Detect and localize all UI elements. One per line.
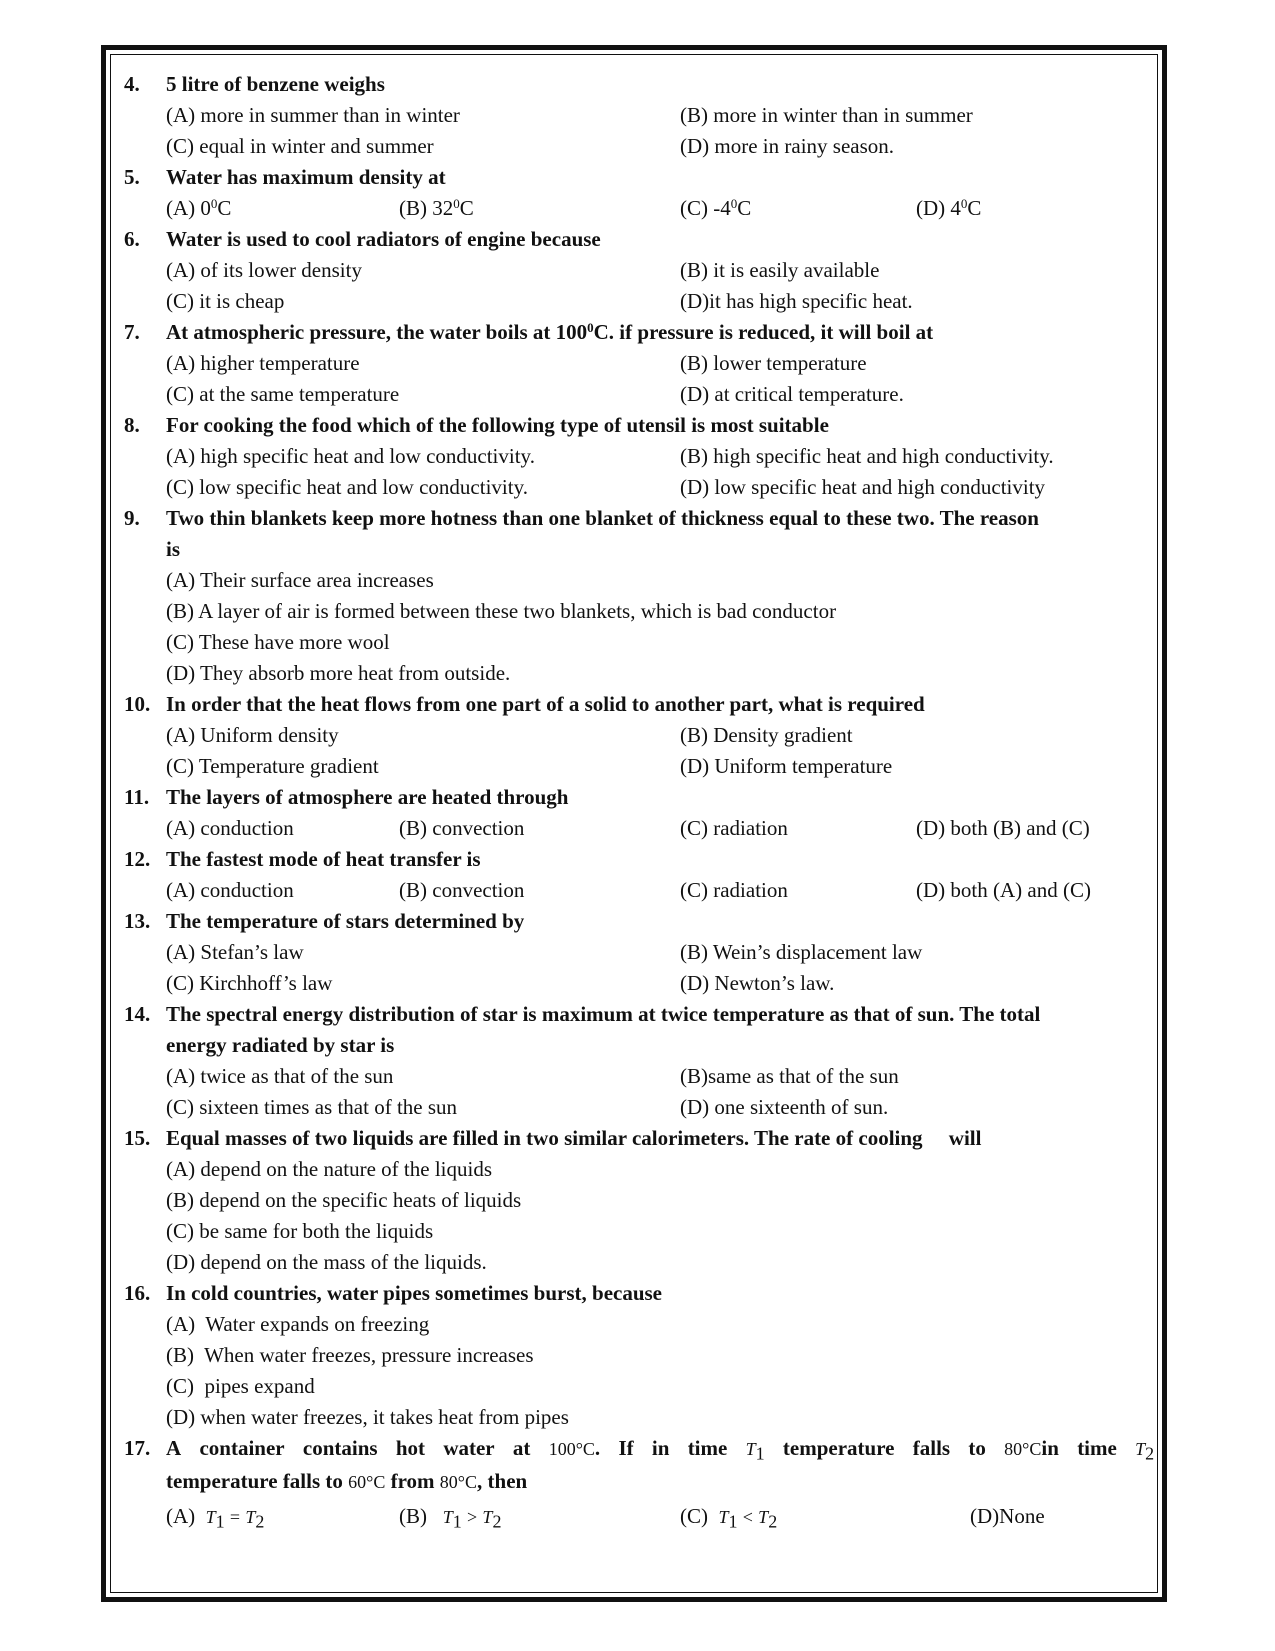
option-b: (B) $32^0C$ <box>399 196 474 220</box>
option-c: (C) pipes expand <box>166 1374 315 1398</box>
option-a: (A) conduction <box>166 878 294 902</box>
option-b: (B) convection <box>399 816 525 840</box>
question-9-option-d-row <box>124 658 1154 689</box>
option-c: (C) Kirchhoff’s law <box>166 971 333 995</box>
question-sheet <box>124 69 1154 1534</box>
question-15-option-c-row <box>124 1216 1154 1247</box>
question-6-header <box>124 224 1154 255</box>
question-9-header-cont <box>124 534 1154 565</box>
question-7-options-row1 <box>124 348 1154 379</box>
question-text: 5 litre of benzene weighs <box>166 72 385 96</box>
option-c: (C) These have more wool <box>166 630 390 654</box>
option-b: (B) When water freezes, pressure increases <box>166 1343 534 1367</box>
option-c: (C) $-4^0C$ <box>680 196 752 220</box>
question-text-continued: energy radiated by star is <box>166 1033 395 1057</box>
question-10-options-row1 <box>124 720 1154 751</box>
question-4-options-row1 <box>124 100 1154 131</box>
question-8-options-row2 <box>124 472 1154 503</box>
option-d: (D) both (A) and (C) <box>916 878 1091 902</box>
question-number: 7. <box>124 320 140 344</box>
question-9-header <box>124 503 1154 534</box>
option-a: (A) $0^0C$ <box>166 196 232 220</box>
option-a: (A) depend on the nature of the liquids <box>166 1157 492 1181</box>
question-6-options-row1 <box>124 255 1154 286</box>
question-number: 4. <box>124 72 140 96</box>
option-b: (B) $T_1 > T_2$ <box>399 1504 502 1532</box>
option-a: (A) Water expands on freezing <box>166 1312 430 1336</box>
option-d: (D) low specific heat and high conductivity <box>680 475 1046 499</box>
question-15-option-a-row <box>124 1154 1154 1185</box>
option-a: (A) of its lower density <box>166 258 362 282</box>
question-16-option-d-row <box>124 1402 1154 1433</box>
question-4-header <box>124 69 1154 100</box>
option-d: (D)it has high specific heat. <box>680 289 913 313</box>
option-d: (D) Uniform temperature <box>680 754 893 778</box>
question-11-options <box>124 813 1154 844</box>
question-number: 12. <box>124 847 151 871</box>
option-d: (D)None <box>970 1504 1045 1528</box>
question-17-options <box>124 1499 1154 1534</box>
question-text: In cold countries, water pipes sometimes burst, because <box>166 1281 663 1305</box>
option-c: (C) $T_1 < T_2$ <box>680 1504 778 1532</box>
question-13-header <box>124 906 1154 937</box>
question-number: 5. <box>124 165 140 189</box>
question-text: The temperature of stars determined by <box>166 909 525 933</box>
question-14-header <box>124 999 1154 1030</box>
option-c: (C) radiation <box>680 816 788 840</box>
option-b: (B)same as that of the sun <box>680 1064 899 1088</box>
question-text: Water has maximum density at <box>166 165 446 189</box>
question-text: The fastest mode of heat transfer is <box>166 847 481 871</box>
question-13-options-row1 <box>124 937 1154 968</box>
option-a: (A) Stefan’s law <box>166 940 304 964</box>
question-7-header <box>124 317 1154 348</box>
option-a: (A) more in summer than in winter <box>166 103 460 127</box>
question-text: The layers of atmosphere are heated through <box>166 785 569 809</box>
option-c: (C) Temperature gradient <box>166 754 379 778</box>
option-b: (B) convection <box>399 878 525 902</box>
question-number: 6. <box>124 227 140 251</box>
question-17-header-cont <box>124 1464 1154 1499</box>
option-b: (B) Density gradient <box>680 723 853 747</box>
option-a: (A) conduction <box>166 816 294 840</box>
question-5-header <box>124 162 1154 193</box>
question-15-header <box>124 1123 1154 1154</box>
question-number: 9. <box>124 506 140 530</box>
question-text: Two thin blankets keep more hotness than one blanket of thickness equal to these two. The reason <box>166 506 1039 530</box>
question-12-header <box>124 844 1154 875</box>
option-c: (C) at the same temperature <box>166 382 400 406</box>
option-d: (D) $4^0C$ <box>916 196 982 220</box>
question-10-options-row2 <box>124 751 1154 782</box>
question-16-header <box>124 1278 1154 1309</box>
question-15-option-d-row <box>124 1247 1154 1278</box>
option-d: (D) Newton’s law. <box>680 971 835 995</box>
question-8-options-row1 <box>124 441 1154 472</box>
option-b: (B) lower temperature <box>680 351 867 375</box>
option-c: (C) sixteen times as that of the sun <box>166 1095 458 1119</box>
option-a: (A) $T_1 = T_2$ <box>166 1504 265 1532</box>
question-number: 8. <box>124 413 140 437</box>
option-d: (D) when water freezes, it takes heat from pipes <box>166 1405 569 1429</box>
question-9-option-a-row <box>124 565 1154 596</box>
option-c: (C) equal in winter and summer <box>166 134 434 158</box>
question-5-options <box>124 193 1154 224</box>
option-d: (D) one sixteenth of sun. <box>680 1095 889 1119</box>
question-4-options-row2 <box>124 131 1154 162</box>
question-16-option-a-row <box>124 1309 1154 1340</box>
question-16-option-c-row <box>124 1371 1154 1402</box>
option-d: (D) They absorb more heat from outside. <box>166 661 511 685</box>
option-b: (B) high specific heat and high conductivity. <box>680 444 1054 468</box>
option-c: (C) low specific heat and low conductivity. <box>166 475 528 499</box>
option-b: (B) it is easily available <box>680 258 880 282</box>
question-6-options-row2 <box>124 286 1154 317</box>
question-text: The spectral energy distribution of star is maximum at twice temperature as that of sun. The total <box>166 1002 1041 1026</box>
option-d: (D) both (B) and (C) <box>916 816 1090 840</box>
question-number: 14. <box>124 1002 151 1026</box>
question-11-header <box>124 782 1154 813</box>
question-number: 13. <box>124 909 151 933</box>
option-c: (C) radiation <box>680 878 788 902</box>
question-number: 11. <box>124 785 150 809</box>
question-number: 15. <box>124 1126 151 1150</box>
question-text: Water is used to cool radiators of engine because <box>166 227 601 251</box>
question-text-continued: is <box>166 537 181 561</box>
question-text-continued: temperature falls to 60°C from 80°C, then <box>166 1469 528 1493</box>
question-text: At atmospheric pressure, the water boils at $100^0C$. if pressure is reduced, it will boil at <box>166 320 934 344</box>
question-9-option-c-row <box>124 627 1154 658</box>
option-b: (B) Wein’s displacement law <box>680 940 923 964</box>
question-8-header <box>124 410 1154 441</box>
option-a: (A) Uniform density <box>166 723 339 747</box>
question-text: A container contains hot water at 100°C. If in time $T_1$ temperature falls to 80°Cin time $T_2$ <box>166 1436 1155 1464</box>
option-d: (D) depend on the mass of the liquids. <box>166 1250 487 1274</box>
option-b: (B) depend on the specific heats of liquids <box>166 1188 522 1212</box>
option-a: (A) higher temperature <box>166 351 360 375</box>
option-a: (A) Their surface area increases <box>166 568 434 592</box>
option-c: (C) it is cheap <box>166 289 285 313</box>
option-a: (A) high specific heat and low conductivity. <box>166 444 535 468</box>
question-number: 16. <box>124 1281 151 1305</box>
option-d: (D) more in rainy season. <box>680 134 895 158</box>
question-text: Equal masses of two liquids are filled in two similar calorimeters. The rate of cooling will <box>166 1126 982 1150</box>
question-7-options-row2 <box>124 379 1154 410</box>
question-14-options-row2 <box>124 1092 1154 1123</box>
question-number: 10. <box>124 692 151 716</box>
question-text: In order that the heat flows from one part of a solid to another part, what is required <box>166 692 925 716</box>
option-b: (B) more in winter than in summer <box>680 103 973 127</box>
option-d: (D) at critical temperature. <box>680 382 904 406</box>
option-c: (C) be same for both the liquids <box>166 1219 434 1243</box>
question-9-option-b-row <box>124 596 1154 627</box>
question-12-options <box>124 875 1154 906</box>
option-a: (A) twice as that of the sun <box>166 1064 394 1088</box>
question-text: For cooking the food which of the following type of utensil is most suitable <box>166 413 829 437</box>
question-14-header-cont <box>124 1030 1154 1061</box>
question-15-option-b-row <box>124 1185 1154 1216</box>
option-b: (B) A layer of air is formed between these two blankets, which is bad conductor <box>166 599 837 623</box>
question-13-options-row2 <box>124 968 1154 999</box>
question-14-options-row1 <box>124 1061 1154 1092</box>
question-16-option-b-row <box>124 1340 1154 1371</box>
question-10-header <box>124 689 1154 720</box>
question-17-header <box>124 1433 1154 1464</box>
question-number: 17. <box>124 1436 151 1460</box>
